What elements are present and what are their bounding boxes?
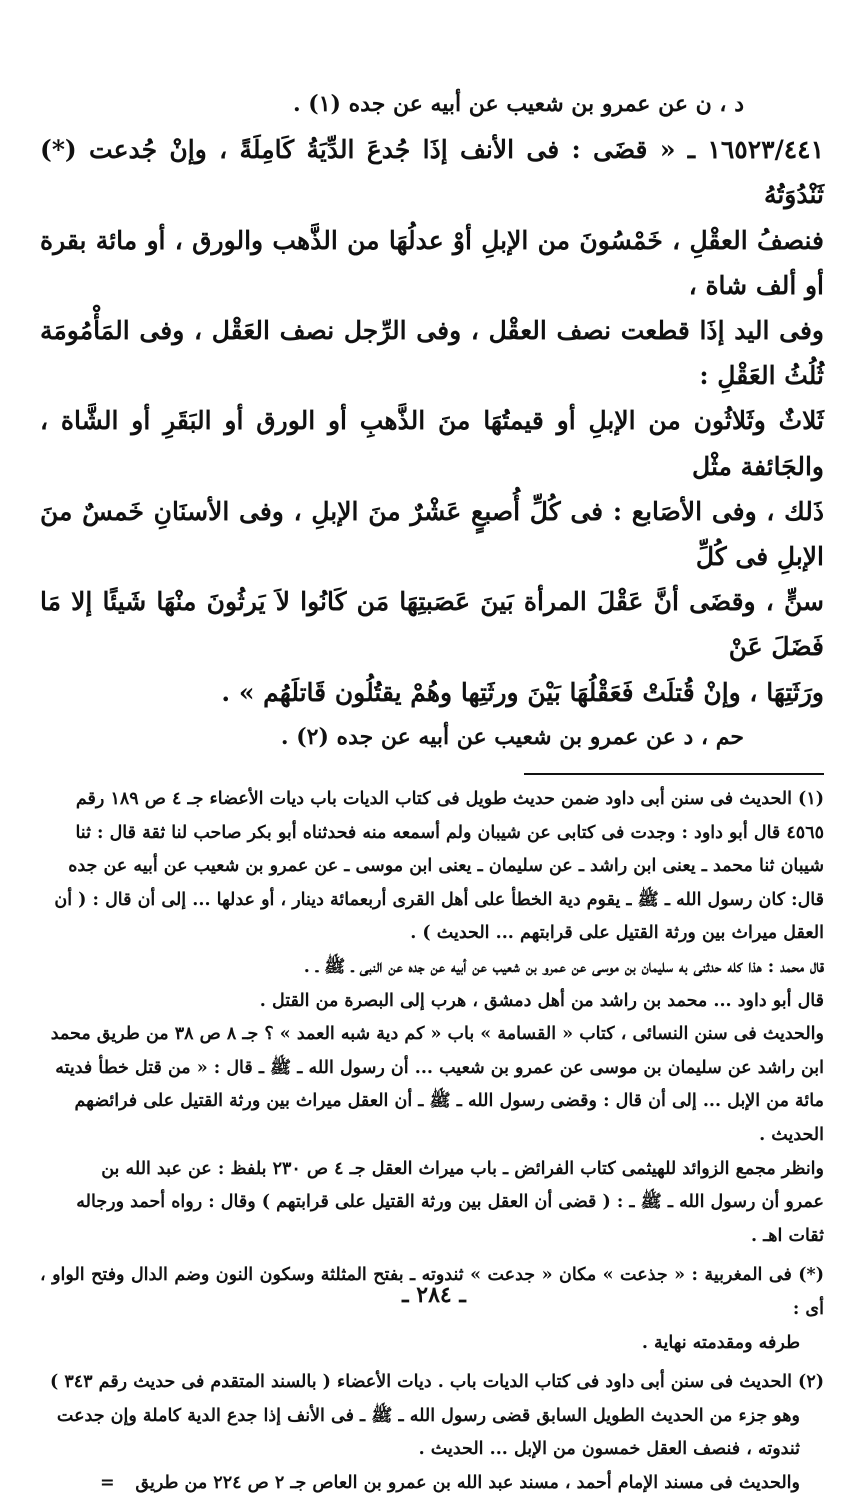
hadith-line: فنصفُ العقْلِ ، خَمْسُونَ من الإبلِ أوْ عدلُهَا من الذَّهب والورق ، أو مائة بقرة أو ألف شاة ، <box>40 225 824 300</box>
footnote-1-line: العقل ميراث بين ورثة القتيل على قرابتهم ... الحديث ) . <box>410 923 824 944</box>
source-line-top: د ، ن عن عمرو بن شعيب عن أبيه عن جده (١) . <box>292 91 744 117</box>
footnote-2-line <box>40 1467 824 1501</box>
footnote-2-line: (٢) الحديث فى سنن أبى داود فى كتاب الديات باب . ديات الأعضاء ( بالسند المتقدم فى حديث رقم ٣٤٣ ) <box>50 1372 824 1393</box>
hadith-line: ذَلك ، وفى الأصَابع : فى كُلِّ أُصبعٍ عَشْرٌ منَ الإبلِ ، وفى الأسنَانِ خَمسٌ منَ الإبلِ فى كُلِّ <box>40 496 824 572</box>
footnote-1-line: عمرو أن رسول الله ـ ﷺ ـ : ( قضى أن العقل بين ورثة القتيل على قرابتهم ) وقال : رواه أحمد ورجاله <box>76 1192 824 1213</box>
footnote-1-line: شيبان ثنا محمد ـ يعنى ابن راشد ـ عن سليمان ـ يعنى ابن موسى ـ عن عمرو بن شعيب عن أبيه عن جده <box>68 856 824 877</box>
footnotes <box>40 783 824 1500</box>
continuation-mark: = <box>100 1472 115 1493</box>
source-line-bottom: حم ، د عن عمرو بن شعيب عن أبيه عن جده (٢) . <box>280 723 744 750</box>
hadith-line: ورَثَتِهَا ، وإنْ قُتلَتْ فَعَقْلُهَا بَيْنَ ورثَتِها وهُمْ يقتُلُون قَاتلَهُم » . <box>221 677 824 707</box>
footnote-1-line: والحديث فى سنن النسائى ، كتاب « القسامة » باب « كم دية شبه العمد » ؟ جـ ٨ ص ٣٨ من طريق محمد <box>50 1024 824 1045</box>
footnote-1-line: مائة من الإبل ... إلى أن قال : وقضى رسول الله ـ ﷺ ـ أن العقل ميراث بين ورثة القتيل على فرائضهم <box>74 1091 824 1112</box>
footnote-star-line: (*) فى المغربية : « جذعت » مكان « جدعت » ثندوته ـ بفتح المثلثة وسكون النون وضم الدال وفتح الواو ، أى : <box>40 1265 824 1319</box>
footnote-1-line: ابن راشد عن سليمان بن موسى عن عمرو بن شعيب ... أن رسول الله ـ ﷺ ـ قال : « من قتل خطأ فديته <box>55 1057 824 1078</box>
footnote-1-line: ٤٥٦٥ قال أبو داود : وجدت فى كتابى عن شيبان ولم أسمعه منه فحدثناه أبو بكر صاحب لنا ثقة قال : ثنا <box>75 822 824 843</box>
footnote-1-line: قال: كان رسول الله ـ ﷺ ـ يقوم دية الخطأ على أهل القرى أربعمائة دينار ، أو عدلها ... إلى أن قال : ( أن <box>54 889 824 910</box>
hadith-line: وفى اليد إذَا قطعت نصف العقْل ، وفى الرِّجل نصف العَقْل ، وفى المَأْمُومَة ثُلُثُ العَقْلِ : <box>40 316 824 391</box>
hadith-line: ثَلاثٌ وثَلاثُون من الإبلِ أو قيمتُهَا منَ الذَّهبِ أو الورق أو البَقَرِ أو الشَّاة ، والجَائفة مثْل <box>40 406 824 481</box>
footnote-1-line: قال أبو داود ... محمد بن راشد من أهل دمشق ، هرب إلى البصرة من القتل . <box>259 990 824 1011</box>
hadith-block <box>40 82 824 760</box>
hadith-line: ١٦٥٢٣/٤٤١ ـ « قضَى : فى الأنف إذَا جُدعَ الدِّيَةُ كَامِلَةً ، وإنْ جُدعت (*) ثَنْدُوَتُهُ <box>40 135 824 210</box>
footnote-1-line: وانظر مجمع الزوائد للهيثمى كتاب الفرائض ـ باب ميراث العقل جـ ٤ ص ٢٣٠ بلفظ : عن عبد الله بن <box>101 1158 824 1179</box>
footnote-1-line: قال محمد : هذا كله حدثنى به سليمان بن موسى عن عمرو بن شعيب عن أبيه عن جده عن النبى ـ ﷺ ـ . <box>303 957 824 978</box>
hadith-line: سنٍّ ، وقضَى أنَّ عَقْلَ المرأة بَينَ عَصَبتِهَا مَن كَانُوا لاَ يَرثُونَ منْهَا شَيئًا إلا مَا فَضَلَ عَنْ <box>40 587 824 662</box>
footnote-1-line: الحديث . <box>759 1124 824 1145</box>
footnote-2-line: ثندوته ، فنصف العقل خمسون من الإبل ... الحديث . <box>418 1439 800 1460</box>
footnote-2-line: وهو جزء من الحديث الطويل السابق قضى رسول الله ـ ﷺ ـ فى الأنف إذا جدع الدية كاملة وإن جدعت <box>56 1405 800 1426</box>
page-number: ـ ٢٨٤ ـ <box>402 1282 466 1308</box>
footnote-1-line: ثقات اهـ . <box>750 1225 824 1246</box>
footnote-2-last-text: والحديث فى مسند الإمام أحمد ، مسند عبد الله بن عمرو بن العاص جـ ٢ ص ٢٢٤ من طريق <box>135 1472 800 1493</box>
footnote-star-line: طرفه ومقدمته نهاية . <box>641 1332 800 1353</box>
footnote-1-line: (١) الحديث فى سنن أبى داود ضمن حديث طويل فى كتاب الديات باب ديات الأعضاء جـ ٤ ص ١٨٩ رقم <box>75 789 824 810</box>
footnote-separator <box>524 773 824 775</box>
